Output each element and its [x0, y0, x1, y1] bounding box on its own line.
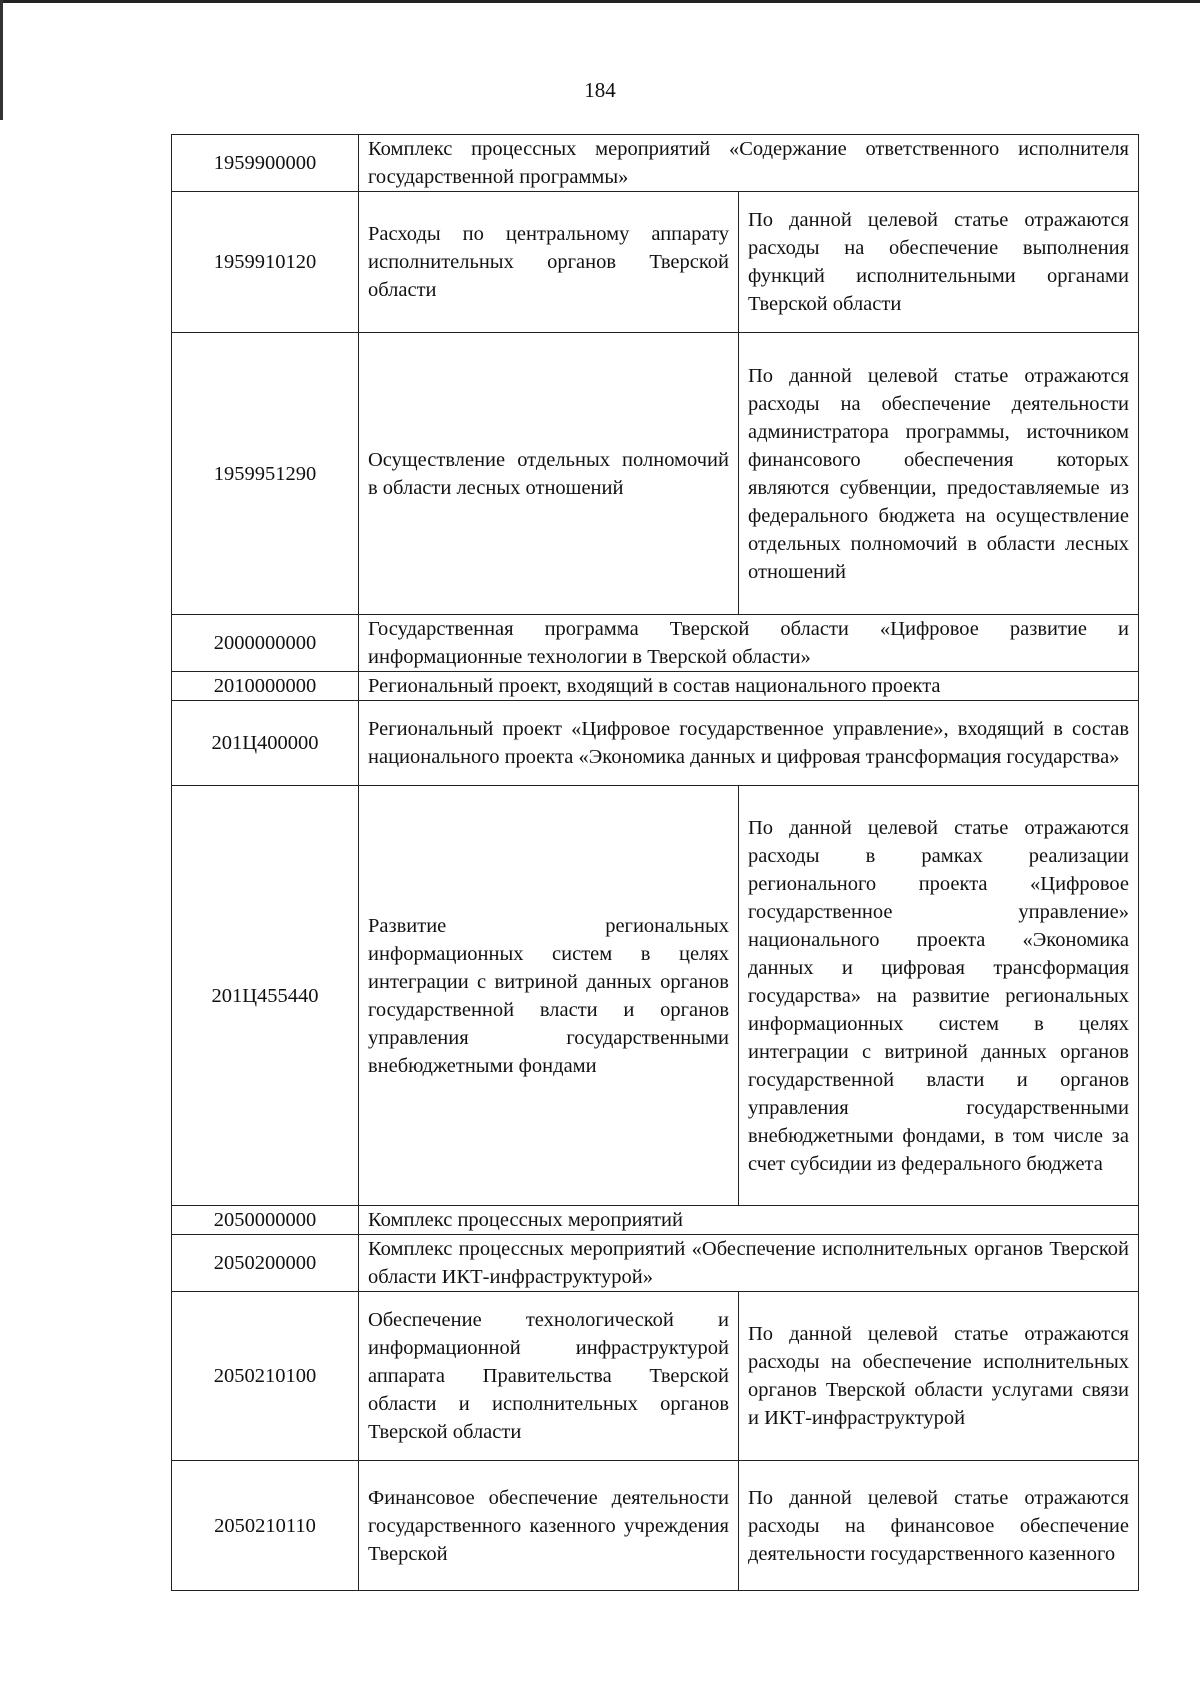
row-description: По данной целевой статье отражаются расходы в рамках реализации регионального проекта «Цифровое государственное управление» национального проекта «Экономика данных и цифровая трансформация государства» на развитие региональных информационных систем в целях интеграции с витриной данных органов государственной власти и органов управления государственными внебюджетными фондами, в том числе за счет субсидии из федерального бюджета [739, 786, 1139, 1206]
row-description: По данной целевой статье отражаются расходы на финансовое обеспечение деятельности государственного казенного [739, 1461, 1139, 1591]
row-code: 2010000000 [172, 672, 359, 701]
row-description: По данной целевой статье отражаются расходы на обеспечение выполнения функций исполнительными органами Тверской области [739, 192, 1139, 333]
row-name: Развитие региональных информационных систем в целях интеграции с витриной данных органов государственной власти и органов управления государственными внебюджетными фондами [359, 786, 739, 1206]
row-code: 2050000000 [172, 1206, 359, 1235]
row-description: По данной целевой статье отражаются расходы на обеспечение исполнительных органов Тверской области услугами связи и ИКТ-инфраструктурой [739, 1292, 1139, 1461]
table-row [172, 615, 1139, 672]
row-code: 2050200000 [172, 1235, 359, 1292]
row-name: Комплекс процессных мероприятий «Содержание ответственного исполнителя государственной программы» [359, 135, 1139, 192]
row-name: Осуществление отдельных полномочий в области лесных отношений [359, 333, 739, 615]
row-code: 1959910120 [172, 192, 359, 333]
row-name: Государственная программа Тверской области «Цифровое развитие и информационные технологии в Тверской области» [359, 615, 1139, 672]
table-row [172, 1461, 1139, 1591]
row-code: 201Ц400000 [172, 701, 359, 786]
page-number: 184 [584, 78, 616, 102]
row-name: Финансовое обеспечение деятельности государственного казенного учреждения Тверской [359, 1461, 739, 1591]
table-row [172, 1206, 1139, 1235]
table-row [172, 1292, 1139, 1461]
row-name: Комплекс процессных мероприятий «Обеспечение исполнительных органов Тверской области ИКТ-инфраструктурой» [359, 1235, 1139, 1292]
row-code: 201Ц455440 [172, 786, 359, 1206]
row-code: 1959951290 [172, 333, 359, 615]
row-code: 2050210110 [172, 1461, 359, 1591]
row-name: Расходы по центральному аппарату исполнительных органов Тверской области [359, 192, 739, 333]
table-row [172, 192, 1139, 333]
row-code: 2050210100 [172, 1292, 359, 1461]
table-row [172, 701, 1139, 786]
table-row [172, 333, 1139, 615]
row-name: Региональный проект «Цифровое государственное управление», входящий в состав национального проекта «Экономика данных и цифровая трансформация государства» [359, 701, 1139, 786]
table-row [172, 135, 1139, 192]
table-row [172, 1235, 1139, 1292]
row-name: Региональный проект, входящий в состав национального проекта [359, 672, 1139, 701]
row-code: 2000000000 [172, 615, 359, 672]
table-row [172, 786, 1139, 1206]
row-description: По данной целевой статье отражаются расходы на обеспечение деятельности администратора программы, источником финансового обеспечения которых являются субвенции, предоставляемые из федерального бюджета на осуществление отдельных полномочий в области лесных отношений [739, 333, 1139, 615]
row-name: Комплекс процессных мероприятий [359, 1206, 1139, 1235]
scan-top-edge [0, 0, 1200, 3]
budget-classification-table [171, 134, 1139, 1591]
table-row [172, 672, 1139, 701]
row-name: Обеспечение технологической и информационной инфраструктурой аппарата Правительства Тверской области и исполнительных органов Тверской области [359, 1292, 739, 1461]
row-code: 1959900000 [172, 135, 359, 192]
